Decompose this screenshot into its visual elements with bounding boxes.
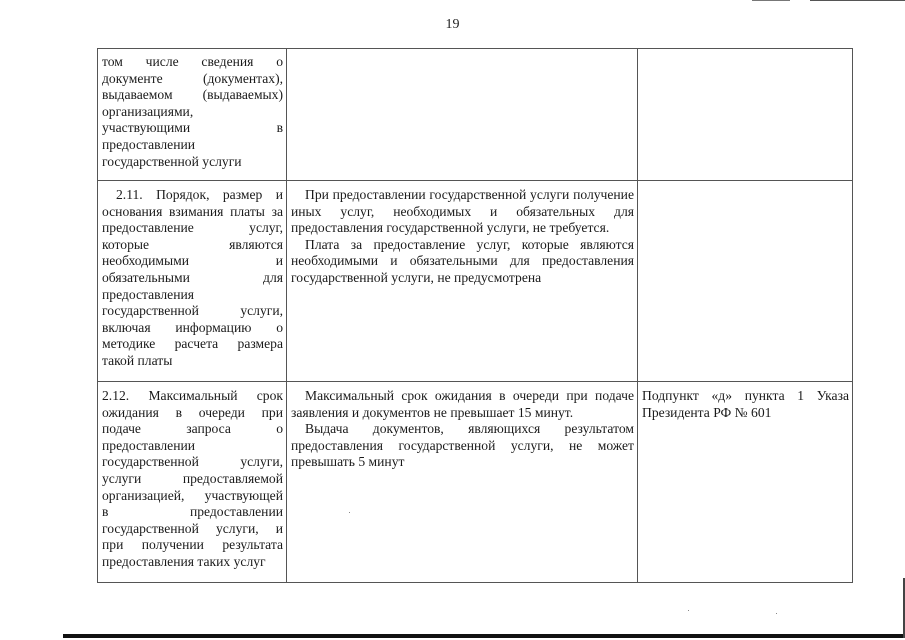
page-bottom-edge [63,634,905,638]
text-line: предоставления таких услуг [102,553,266,569]
text-line: подаче запроса о [102,421,283,437]
requirement-text [102,187,283,370]
text-line: государственной услуги, [102,454,283,470]
content-paragraph: Выдача документов, являющихся результатом предоставления государственной услуги, не может превышать 5 минут [291,421,634,470]
text-line: такой платы [102,352,173,368]
content-paragraph: При предоставлении государственной услуги получение иных услуг, необходимых и обязательных для предоставления государственной услуги, не требуется. [291,187,634,236]
text-line: обязательными для [102,269,283,285]
cell-legal-basis [638,181,853,382]
content-paragraph: Плата за предоставление услуг, которые являются необходимыми и обязательными для предоставления государственной услуги, не предусмотрена [291,236,634,285]
text-line: организациями, [102,103,194,119]
text-line: государственной услуги, [102,303,283,319]
table-row [98,181,853,382]
scan-artifact-line [810,0,905,1]
text-line: организацией, участвующей [102,487,283,503]
content-paragraph: Максимальный срок ожидания в очереди при подаче заявления и документов не превышает 15 минут. [291,388,634,420]
text-line: предоставления [102,286,195,302]
scan-speck [688,610,689,611]
text-line: том числе сведения о [102,54,283,69]
text-line: основания взимания платы за [102,203,283,219]
cell-requirement [98,382,287,583]
text-line: ожидания в очереди при [102,404,283,420]
text-line: предоставлении [102,437,196,453]
text-line: государственной услуги, и [102,520,283,536]
text-line: включая информацию о [102,319,283,335]
cell-content [287,181,638,382]
text-line: необходимыми и [102,253,283,269]
requirement-text [102,54,283,170]
text-line: документе (документах), [102,70,283,86]
legal-basis-text: Подпункт «д» пункта 1 Указа Президента РФ № 601 [642,388,849,420]
text-line: которые являются [102,236,283,252]
cell-legal-basis [638,49,853,181]
text-line: государственной услуги [102,153,242,169]
table-row [98,49,853,181]
table-row [98,382,853,583]
cell-requirement [98,181,287,382]
text-line: 2.12. Максимальный срок [102,388,283,403]
scan-speck [776,613,777,614]
page-number: 19 [445,17,460,32]
text-line: предоставлении [102,136,196,152]
text-line: методике расчета размера [102,336,283,352]
text-line: выдаваемом (выдаваемых) [102,87,283,103]
cell-content [287,382,638,583]
regulation-table [97,48,853,583]
text-line: участвующими в [102,120,283,136]
cell-requirement [98,49,287,181]
text-line: предоставление услуг, [102,220,283,236]
cell-content [287,49,638,181]
cell-legal-basis [638,382,853,583]
text-line: услуги предоставляемой [102,470,283,486]
text-line: в предоставлении [102,504,283,520]
requirement-text [102,388,283,571]
text-line: при получении результата [102,537,283,553]
text-line: 2.11. Порядок, размер и [116,187,283,202]
scan-artifact-line [752,0,790,1]
scan-speck [349,512,350,513]
